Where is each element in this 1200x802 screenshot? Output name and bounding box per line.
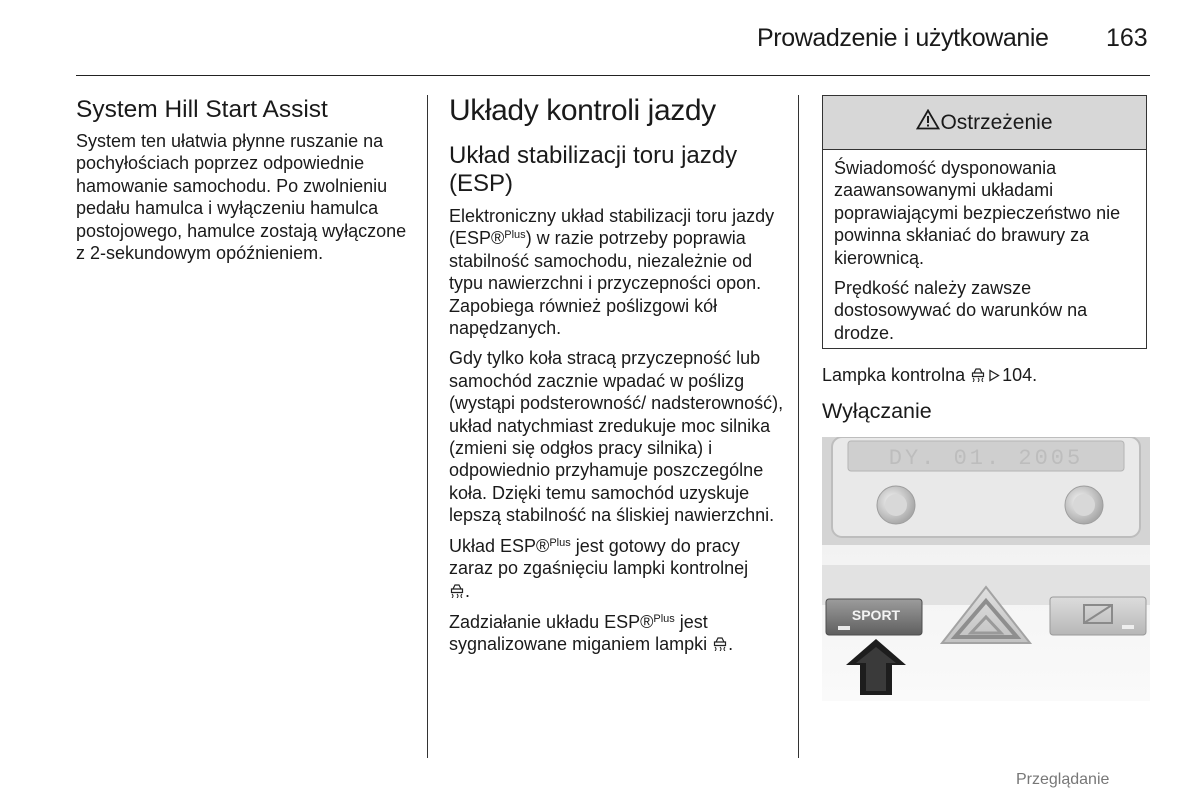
paragraph-esp-function: Gdy tylko koła stracą przyczepność lub samochód zacznie wpadać w poślizg (wystąpi podsterowność/ nadsterowność), układ natychmiast zredukuje moc silnika (zmieni się odgłos pracy silnika) i odpowiednio przyhamuje poszczególne koła. Dzięki temu samochód uzyskuje lepszą stabilność na śliskiej nawierzchni. — [449, 348, 784, 526]
sport-button-label: SPORT — [851, 607, 901, 623]
lamp-label: Lampka kontrolna — [822, 365, 966, 385]
paragraph-hill-start: System ten ułatwia płynne ruszanie na pochyłościach poprzez odpowiednie hamowanie samochodu. Po zwolnieniu pedału hamulca i wyłączeniu hamulca postojowego, hamulce zostają wyłączone z 2-sekundowym opóźnieniem. — [76, 131, 407, 264]
esp-skid-car-icon — [449, 581, 465, 603]
dashboard-photo — [822, 437, 1150, 701]
warning-body — [823, 150, 1146, 344]
esp-skid-car-icon — [970, 365, 986, 387]
page-reference-arrow-icon — [988, 365, 1000, 387]
paragraph-esp-intro: Elektroniczny układ stabilizacji toru jazdy (ESP®$^{Plus}$) w razie potrzeby poprawia stabilność samochodu, niezależnie od typu nawierzchni i przyczepności opon. Zapobiega również poślizgowi kół napędzanych. — [449, 206, 775, 339]
lamp-page-ref: 104. — [1002, 365, 1038, 385]
warning-paragraph-1: Świadomość dysponowania zaawansowanymi układami poprawiającymi bezpieczeństwo nie powinna skłaniać do brawury za kierownicą. — [834, 158, 1121, 268]
warning-title: Ostrzeżenie — [940, 110, 1053, 134]
display-readout: DY. 01. 2005 — [888, 446, 1084, 471]
paragraph-esp-ready: Układ ESP®$^{Plus}$ jest gotowy do pracy zaraz po zgaśnięciu lampki kontrolnej . — [449, 535, 784, 603]
column-driving-control — [449, 94, 784, 665]
column-hill-start-assist — [76, 96, 411, 272]
page-number: 163 — [1106, 24, 1148, 52]
warning-paragraph-2: Prędkość należy zawsze dostosowywać do warunków na drodze. — [834, 278, 1088, 343]
page-header-title: Prowadzenie i użytkowanie — [757, 24, 1049, 52]
column-divider-left — [427, 95, 428, 758]
header-rule — [76, 75, 1150, 76]
paragraph-esp-signal: Zadziałanie układu ESP®$^{Plus}$ jest sygnalizowane miganiem lampki . — [449, 611, 784, 657]
lamp-reference — [822, 364, 1150, 387]
column-divider-right — [798, 95, 799, 758]
section-heading-esp: Układ stabilizacji toru jazdy (ESP) — [449, 142, 738, 197]
warning-box — [822, 95, 1147, 349]
section-heading-hill-start: System Hill Start Assist — [76, 96, 328, 123]
chapter-title: Układy kontroli jazdy — [449, 94, 716, 127]
footer-label: Przeglądanie — [1016, 771, 1110, 788]
esp-skid-car-icon — [712, 634, 728, 656]
section-heading-disable: Wyłączanie — [822, 399, 932, 423]
warning-header — [823, 96, 1146, 150]
warning-triangle-icon — [916, 109, 940, 136]
